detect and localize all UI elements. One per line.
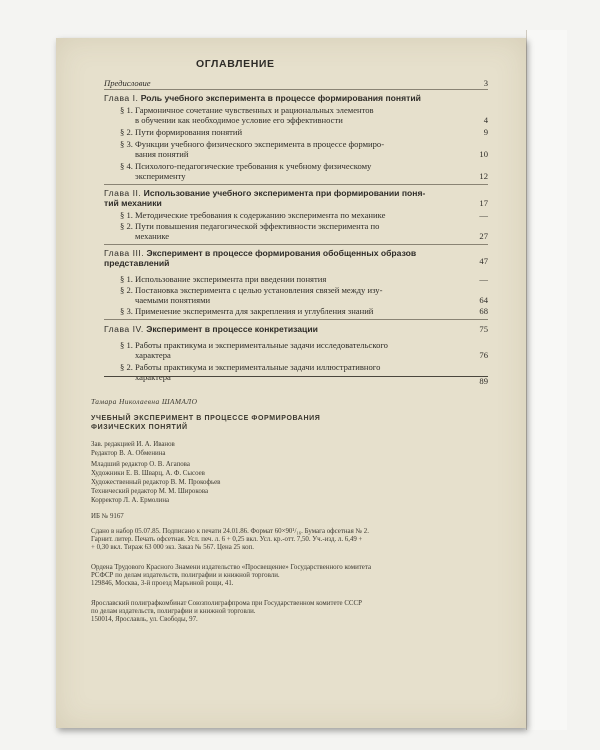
chapter-label: Глава III. <box>104 248 145 258</box>
divider <box>104 319 488 320</box>
section-title: Работы практикума и экспериментальные задачи исследовательского <box>135 340 388 350</box>
chapter-page: 75 <box>479 324 488 334</box>
chapter-title-cont: тий механики <box>104 198 162 208</box>
publisher-info: РСФСР по делам издательств, полиграфии и книжной торговли. <box>91 572 280 579</box>
section-number: § 2. <box>120 362 133 372</box>
section-number: § 2. <box>120 285 133 295</box>
section-title-cont: в обучении как необходимое условие его эффективности <box>135 115 343 125</box>
section-number: § 2. <box>120 221 133 231</box>
ib-number: ИБ № 9167 <box>91 513 124 520</box>
section-number: § 1. <box>120 274 133 284</box>
author-name: Тамара Николаевна ШАМАЛО <box>91 397 198 406</box>
chapter-heading <box>104 188 488 208</box>
chapter-label: Глава I. <box>104 93 139 103</box>
section-title: Гармоничное сочетание чувственных и рациональных элементов <box>135 105 374 115</box>
print-details: + 0,30 вкл. Тираж 63 000 экз. Заказ № 567. Цена 25 коп. <box>91 544 254 551</box>
section-title: Работы практикума и экспериментальные задачи иллюстративного <box>135 362 381 372</box>
section-title: Использование эксперимента при введении понятия <box>135 274 327 284</box>
chapter-title: Использование учебного эксперимента при формировании поня- <box>143 188 426 198</box>
section-page: 10 <box>479 149 488 159</box>
chapter-title: Роль учебного эксперимента в процессе формирования понятий <box>140 93 421 103</box>
toc-section <box>104 139 488 159</box>
section-title: Пути повышения педагогической эффективности эксперимента по <box>135 221 380 231</box>
divider <box>104 184 488 185</box>
staff-line: Редактор В. А. Обменина <box>91 450 166 457</box>
section-title-cont: характера <box>135 350 171 360</box>
next-page-edge <box>526 30 567 730</box>
book-page <box>56 38 526 728</box>
toc-section <box>104 105 488 125</box>
section-title-cont: характера <box>135 372 171 382</box>
section-page: — <box>479 274 488 284</box>
print-details: Гарнит. литер. Печать офсетная. Усл. печ. л. 6 + 0,25 вкл. Усл. кр.-отт. 7,50. Уч.-изд. л. 6,49 + <box>91 536 363 543</box>
printer-info: по делам издательств, полиграфии и книжной торговли. <box>91 608 256 615</box>
section-title: Функции учебного физического эксперимента в процессе формиро- <box>135 139 385 149</box>
section-number: § 3. <box>120 306 133 316</box>
chapter-label: Глава IV. <box>104 324 144 334</box>
chapter-page: 47 <box>479 256 488 266</box>
toc-heading: ОГЛАВЛЕНИЕ <box>196 58 275 70</box>
staff-line: Художественный редактор В. М. Прокофьев <box>91 479 221 486</box>
publisher-info: 129846, Москва, 3-й проезд Марьиной рощи, 41. <box>91 580 234 587</box>
staff-line: Зав. редакцией И. А. Иванов <box>91 441 175 448</box>
chapter-title: Эксперимент в процессе конкретизации <box>146 324 318 334</box>
section-title-cont: вания понятий <box>135 149 189 159</box>
section-page: 12 <box>479 171 488 181</box>
chapter-title-cont: представлений <box>104 258 170 268</box>
toc-section <box>104 274 488 284</box>
toc-section <box>104 306 488 316</box>
printer-info: Ярославский полиграфкомбинат Союзполиграфпрома при Государственном комитете СССР <box>91 600 362 607</box>
toc-section <box>104 340 488 360</box>
chapter-label: Глава II. <box>104 188 142 198</box>
staff-line: Художники Е. В. Шварц, А. Ф. Сысоев <box>91 470 205 477</box>
section-number: § 3. <box>120 139 133 149</box>
printer-info: 150014, Ярославль, ул. Свободы, 97. <box>91 616 198 623</box>
toc-section <box>104 221 488 241</box>
section-title-cont: чаемыми понятиями <box>135 295 211 305</box>
publisher-info: Ордена Трудового Красного Знамени издательство «Просвещение» Государственного комитета <box>91 564 372 571</box>
chapter-heading <box>104 248 488 268</box>
section-title-cont: эксперименту <box>135 171 186 181</box>
section-page: 9 <box>483 127 488 137</box>
separator-rule <box>104 376 488 377</box>
section-title-cont: механике <box>135 231 170 241</box>
section-page: 27 <box>479 231 488 241</box>
preface-title: Предисловие <box>104 78 151 88</box>
section-number: § 1. <box>120 340 133 350</box>
section-title: Применение эксперимента для закрепления и углубления знаний <box>135 306 374 316</box>
toc-section <box>104 362 488 386</box>
section-title: Постановка эксперимента с целью установления связей между изу- <box>135 285 383 295</box>
toc-preface <box>104 78 488 88</box>
section-title: Пути формирования понятий <box>135 127 243 137</box>
toc-section <box>104 210 488 220</box>
section-number: § 2. <box>120 127 133 137</box>
book-title: УЧЕБНЫЙ ЭКСПЕРИМЕНТ В ПРОЦЕССЕ ФОРМИРОВАНИЯ <box>91 415 321 422</box>
section-page: 68 <box>479 306 488 316</box>
section-title: Психолого-педагогические требования к учебному физическому <box>135 161 372 171</box>
section-number: § 1. <box>120 210 133 220</box>
toc-section <box>104 161 488 181</box>
section-page: — <box>479 210 488 220</box>
preface-page: 3 <box>483 78 488 88</box>
toc-section <box>104 285 488 305</box>
divider <box>104 89 488 90</box>
chapter-title: Эксперимент в процессе формирования обобщенных образов <box>146 248 417 258</box>
section-page: 4 <box>483 115 488 125</box>
chapter-heading <box>104 324 488 334</box>
book-title-cont: ФИЗИЧЕСКИХ ПОНЯТИЙ <box>91 424 188 431</box>
section-number: § 4. <box>120 161 133 171</box>
print-details: Сдано в набор 05.07.85. Подписано к печати 24.01.86. Формат 60×90¹/₁₆. Бумага офсетная № 2. <box>91 528 369 535</box>
section-page: 76 <box>479 350 488 360</box>
chapter-page: 17 <box>479 198 488 208</box>
toc-section <box>104 127 488 137</box>
staff-line: Корректор Л. А. Ермолина <box>91 497 170 504</box>
section-page: 64 <box>479 295 488 305</box>
chapter-heading <box>104 93 488 103</box>
section-number: § 1. <box>120 105 133 115</box>
section-title: Методические требования к содержанию эксперимента по механике <box>135 210 386 220</box>
staff-line: Технический редактор М. М. Широкова <box>91 488 209 495</box>
divider <box>104 244 488 245</box>
section-page: 89 <box>479 376 488 386</box>
staff-line: Младший редактор О. В. Агапова <box>91 461 190 468</box>
